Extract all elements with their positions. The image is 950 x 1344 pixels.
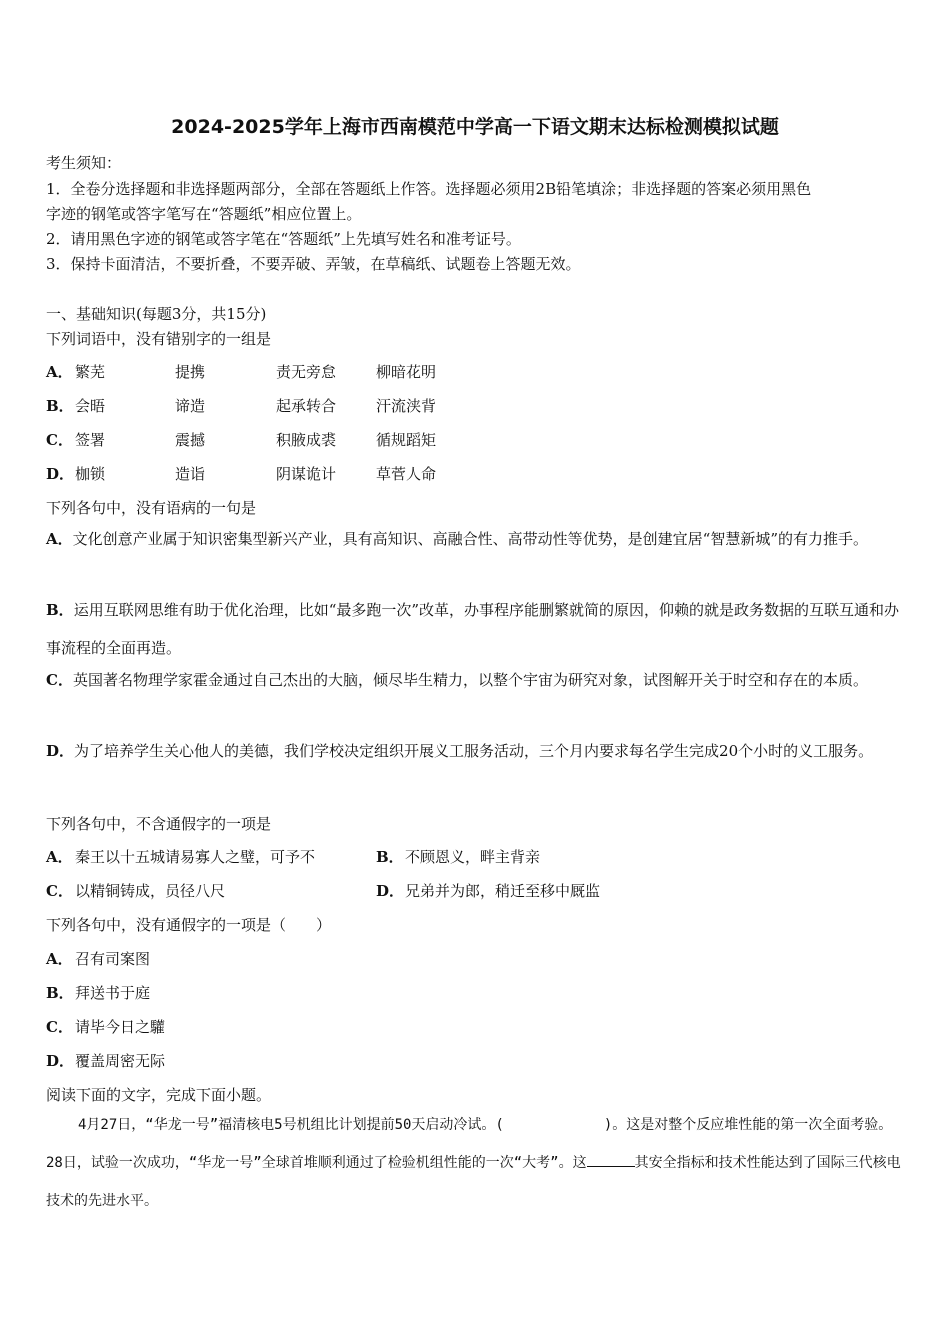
- section-heading: 一、基础知识(每题3分，共15分): [46, 305, 267, 323]
- passage-text: 4月27日，“华龙一号”福清核电5号机组比计划提前50天启动冷试。(: [78, 1117, 504, 1133]
- passage-text: )。这是对整个反应堆性能的第一次全面考验。28日，试验一次成功，“华龙一号”全球首堆顺利通过了检验机组性能的一次“大考”。这: [46, 1117, 893, 1171]
- question-2-option-a[interactable]: [46, 520, 906, 558]
- notice-item-2: 2．请用黑色字迹的钢笔或答字笔在“答题纸”上先填写姓名和准考证号。: [46, 230, 521, 248]
- question-2-option-c[interactable]: [46, 661, 906, 699]
- option-letter: B．: [46, 601, 74, 619]
- option-text: 秦王以十五城请易寡人之璧，可予不: [75, 848, 316, 866]
- option-word: 枷锁: [75, 465, 106, 483]
- option-letter: C．: [46, 882, 73, 900]
- option-word: 签署: [75, 431, 106, 449]
- option-word: 积腋成裘: [276, 431, 337, 449]
- option-letter: D．: [46, 465, 75, 483]
- option-letter: D．: [46, 742, 75, 760]
- reading-passage: [46, 1106, 908, 1220]
- option-letter: A．: [46, 848, 73, 866]
- option-letter: B．: [46, 984, 74, 1002]
- notice-item-3: 3．保持卡面清洁，不要折叠，不要弄破、弄皱，在草稿纸、试题卷上答题无效。: [46, 255, 581, 273]
- option-letter: D．: [376, 882, 405, 900]
- option-word: 柳暗花明: [376, 363, 437, 381]
- option-text: 覆盖周密无际: [75, 1052, 166, 1070]
- option-letter: A．: [46, 530, 73, 548]
- option-text: 兄弟并为郎，稍迁至移中厩监: [405, 882, 601, 900]
- question-2-option-b[interactable]: [46, 591, 906, 667]
- notice-heading: 考生须知：: [46, 154, 122, 172]
- option-word: 谛造: [175, 397, 206, 415]
- notice-item-1: 1．全卷分选择题和非选择题两部分，全部在答题纸上作答。选择题必须用2B铅笔填涂；非选择题的答案必须用黑色: [46, 180, 812, 198]
- option-word: 汗流浃背: [376, 397, 437, 415]
- option-text: 英国著名物理学家霍金通过自己杰出的大脑，倾尽毕生精力，以整个宇宙为研究对象，试图解开关于时空和存在的本质。: [72, 671, 868, 689]
- option-word: 提携: [175, 363, 206, 381]
- option-word: 草菅人命: [376, 465, 437, 483]
- question-2-stem: 下列各句中，没有语病的一句是: [46, 499, 257, 517]
- option-letter: B．: [46, 397, 74, 415]
- page-title: 2024-2025学年上海市西南模范中学高一下语文期末达标检测模拟试题: [171, 116, 779, 138]
- option-word: 责无旁怠: [276, 363, 337, 381]
- option-letter: C．: [46, 1018, 73, 1036]
- option-text: 文化创意产业属于知识密集型新兴产业，具有高知识、高融合性、高带动性等优势，是创建宜居“智慧新城”的有力推手。: [72, 530, 868, 548]
- notice-item-1-cont: 字迹的钢笔或答字笔写在“答题纸”相应位置上。: [46, 205, 362, 223]
- question-1-stem: 下列词语中，没有错别字的一组是: [46, 330, 272, 348]
- option-word: 震撼: [175, 431, 206, 449]
- option-word: 繁芜: [75, 363, 106, 381]
- option-letter: C．: [46, 671, 73, 689]
- option-text: 以精铜铸成，员径八尺: [75, 882, 226, 900]
- option-text: 请毕今日之驩: [75, 1018, 166, 1036]
- option-word: 阴谋诡计: [276, 465, 337, 483]
- option-text: 运用互联网思维有助于优化治理，比如“最多跑一次”改革，办事程序能删繁就简的原因，仰赖的就是政务数据的互联互通和办事流程的全面再造。: [46, 601, 900, 657]
- option-text: 拜送书于庭: [75, 984, 151, 1002]
- option-letter: B．: [376, 848, 404, 866]
- question-4-stem: 下列各句中，没有通假字的一项是（ ）: [46, 916, 332, 934]
- answer-underline[interactable]: [587, 1152, 635, 1167]
- question-2-option-d[interactable]: [46, 732, 906, 770]
- option-word: 造诣: [175, 465, 206, 483]
- option-word: 会晤: [75, 397, 106, 415]
- option-word: 循规蹈矩: [376, 431, 437, 449]
- reading-instruction: 阅读下面的文字，完成下面小题。: [46, 1086, 272, 1104]
- option-letter: D．: [46, 1052, 75, 1070]
- option-letter: C．: [46, 431, 73, 449]
- option-text: 为了培养学生关心他人的美德，我们学校决定组织开展义工服务活动，三个月内要求每名学生完成20个小时的义工服务。: [74, 742, 874, 760]
- option-text: 召有司案图: [75, 950, 151, 968]
- question-3-stem: 下列各句中，不含通假字的一项是: [46, 815, 272, 833]
- option-letter: A．: [46, 950, 73, 968]
- option-text: 不顾恩义，畔主背亲: [405, 848, 541, 866]
- passage-text: 其安全指标和技术性能达到了国际三代核电技术的先进水平。: [46, 1155, 901, 1209]
- option-word: 起承转合: [276, 397, 337, 415]
- option-letter: A．: [46, 363, 73, 381]
